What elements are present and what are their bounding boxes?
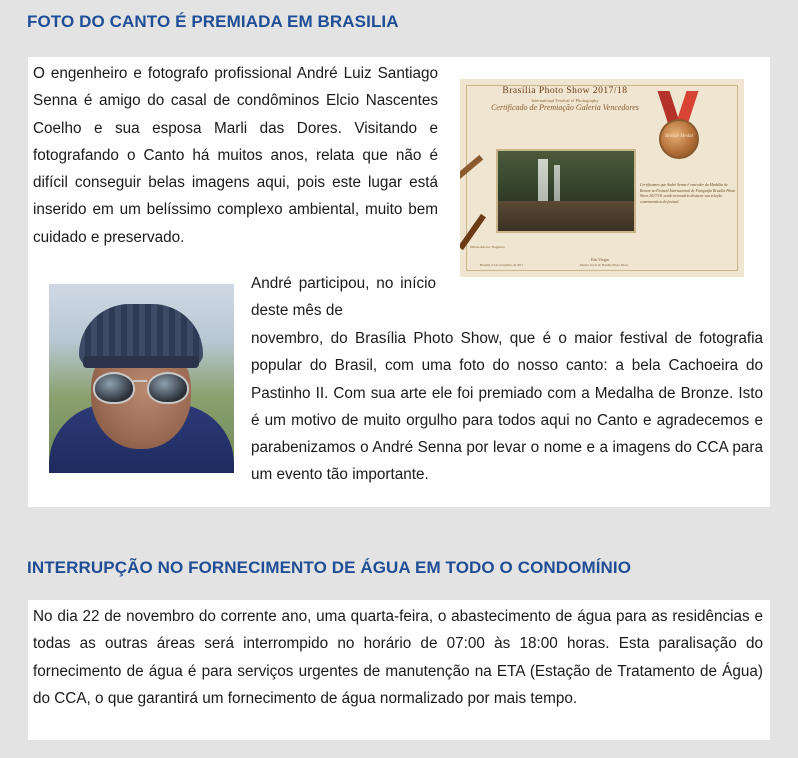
article-card-water-interruption: [28, 600, 770, 740]
certificate-date: Brasília, 04 de novembro de 2017: [480, 263, 524, 267]
certificate-script-heading: Certificado de Premiação Galeria Vencedores: [491, 103, 639, 112]
certificate-title: Brasília Photo Show 2017/18: [502, 86, 628, 96]
article-title-water-interruption: INTERRUPÇÃO NO FORNECIMENTO DE ÁGUA EM TODO O CONDOMÍNIO: [27, 558, 632, 577]
portrait-photo-andre-senna: [49, 284, 234, 473]
article-paragraph-intro: O engenheiro e fotografo profissional André Luiz Santiago Senna é amigo do casal de condôminos Elcio Nascentes Coelho e sua esposa Marli das Dores. Visitando e fotografando o Canto há muitos anos, relata que não é difícil conseguir belas imagens aqui, pois este lugar está inserido em um belíssimo complexo ambiental, muito bem cuidado e preservado.: [33, 65, 438, 246]
certificate-signature-right: Edu Viegas: [590, 257, 610, 262]
certificate-subtitle: International Festival of Photography: [531, 98, 599, 103]
medal-label: Bronze Medal: [664, 134, 693, 139]
article-paragraph-participation: novembro, do Brasília Photo Show, que é o maior festival de fotografia popular do Brasil, com uma foto do nosso canto: a bela Cachoeira do Pastinho II. Com sua arte ele foi premiado com a Medalha de Bronze. Isto é um motivo de muito orgulho para todos aqui no Canto e agradecemos e parabenizamos o André Senna por levar o nome e a imagens do CCA para um evento tão importante.: [251, 330, 763, 484]
article-paragraph-water: No dia 22 de novembro do corrente ano, uma quarta-feira, o abastecimento de água para as residências e todas as outras áreas será interrompido no horário de 07:00 às 18:00 horas. Esta paralisação do fornecimento de água é para serviços urgentes de manutenção na ETA (Estação de Tratamento de Água) do CCA, o que garantirá um fornecimento de água normalizado por mais tempo.: [33, 608, 763, 707]
waterfall-photo: [496, 149, 636, 233]
certificate-text: Certificamos que André Senna é vencedor da Medalha de Bronze no Festival Internacional de Fotografia Brasília Photo Show 2017/18, sendo necessário destacar sua seleção comemorativa do festival.: [640, 183, 736, 204]
article-card-photo-award: [28, 57, 770, 507]
article-title-photo-award: FOTO DO CANTO É PREMIADA EM BRASILIA: [27, 12, 399, 31]
certificate-signer-role: Diretor Geral do Brasília Photo Show: [579, 263, 629, 267]
article-paragraph-participation-start: André participou, no início deste mês de: [251, 275, 436, 320]
bronze-medal-icon: [659, 119, 699, 159]
certificate-signature-left: Nilson Adorno Nogueira: [470, 245, 505, 249]
award-certificate-image: [460, 79, 744, 277]
